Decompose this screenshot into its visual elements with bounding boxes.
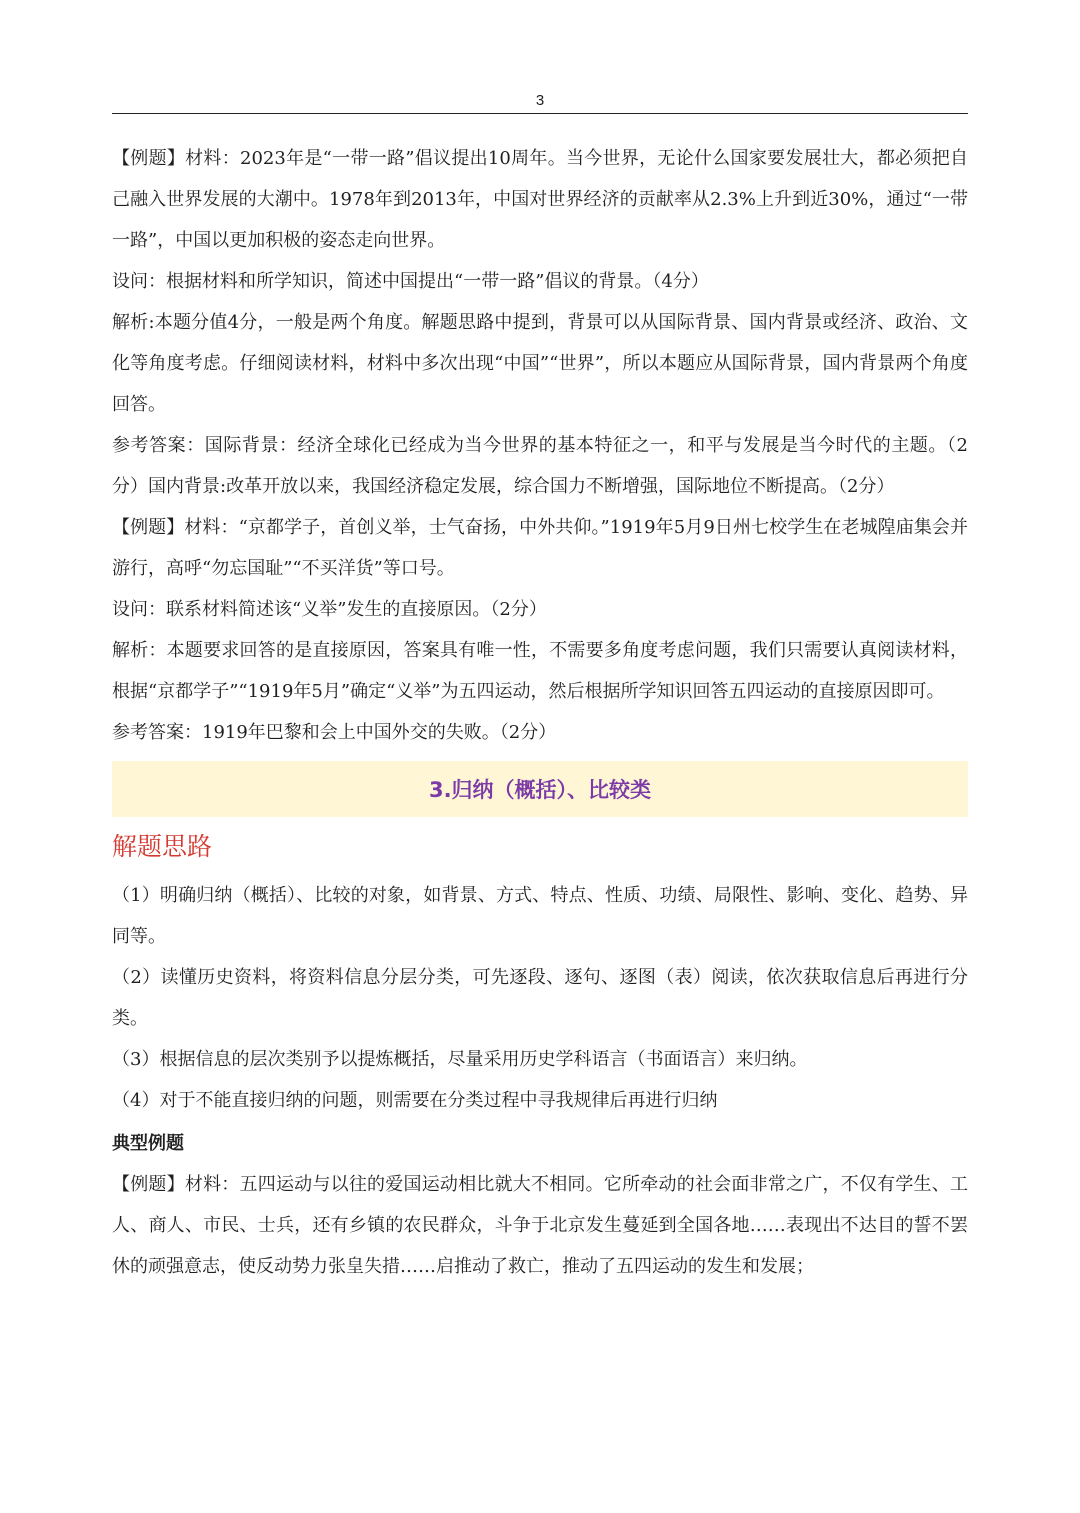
example-1-analysis: 解析:本题分值4分，一般是两个角度。解题思路中提到，背景可以从国际背景、国内背景或经济、政治、文化等角度考虑。仔细阅读材料，材料中多次出现“中国”“世界”，所以本题应从国际背景，国内背景两个角度回答。 — [112, 312, 968, 415]
example-1-material: 【例题】材料：2023年是“一带一路”倡议提出10周年。当今世界，无论什么国家要发展壮大，都必须把自己融入世界发展的大潮中。1978年到2013年，中国对世界经济的贡献率从2.3%上升到近30%，通过“一带一路”，中国以更加积极的姿态走向世界。 — [112, 148, 968, 251]
typical-example-material: 【例题】材料：五四运动与以往的爱国运动相比就大不相同。它所牵动的社会面非常之广，不仅有学生、工人、商人、市民、士兵，还有乡镇的农民群众，斗争于北京发生蔓延到全国各地……表现出不达目的誓不罢休的顽强意志，使反动势力张皇失措……启推动了救亡，推动了五四运动的发生和发展； — [112, 1174, 968, 1277]
example-1-question: 设问：根据材料和所学知识，简述中国提出“一带一路”倡议的背景。（4分） — [112, 271, 709, 292]
example-2-question: 设问：联系材料简述该“义举”发生的直接原因。（2分） — [112, 599, 547, 620]
example-1-answer: 参考答案：国际背景：经济全球化已经成为当今世界的基本特征之一，和平与发展是当今时代的主题。（2分）国内背景:改革开放以来，我国经济稳定发展，综合国力不断增强，国际地位不断提高。（2分） — [112, 435, 968, 497]
approach-step: （2）读懂历史资料，将资料信息分层分类，可先逐段、逐句、逐图（表）阅读，依次获取信息后再进行分类。 — [112, 967, 968, 1029]
approach-step: （3）根据信息的层次类别予以提炼概括，尽量采用历史学科语言（书面语言）来归纳。 — [112, 1049, 808, 1070]
approach-step: （4）对于不能直接归纳的问题，则需要在分类过程中寻我规律后再进行归纳 — [112, 1090, 718, 1111]
example-2-analysis: 解析：本题要求回答的是直接原因，答案具有唯一性，不需要多角度考虑问题，我们只需要认真阅读材料，根据“京都学子”“1919年5月”确定“义举”为五四运动，然后根据所学知识回答五四运动的直接原因即可。 — [112, 640, 968, 702]
header-rule — [112, 113, 968, 114]
page-content — [112, 138, 968, 1287]
typical-example-heading: 典型例题 — [112, 1133, 184, 1154]
section-banner-title: 3.归纳（概括）、比较类 — [428, 778, 652, 802]
page-number: 3 — [535, 92, 545, 109]
approach-heading: 解题思路 — [112, 832, 213, 861]
section-banner — [112, 761, 968, 817]
example-2-answer: 参考答案：1919年巴黎和会上中国外交的失败。（2分） — [112, 722, 557, 743]
approach-step: （1）明确归纳（概括）、比较的对象，如背景、方式、特点、性质、功绩、局限性、影响、变化、趋势、异同等。 — [112, 885, 968, 947]
example-2-material: 【例题】材料：“京都学子，首创义举，士气奋扬，中外共仰。”1919年5月9日州七校学生在老城隍庙集会并游行，高呼“勿忘国耻”“不买洋货”等口号。 — [112, 517, 968, 579]
